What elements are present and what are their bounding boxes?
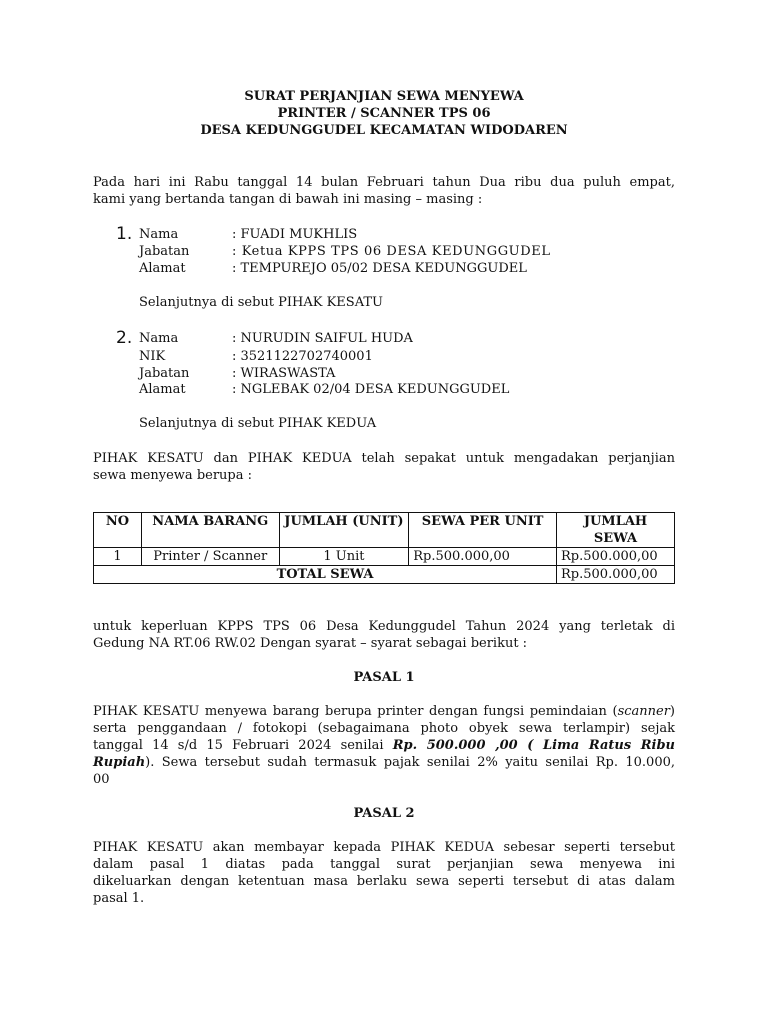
- document-title-line-1: SURAT PERJANJIAN SEWA MENYEWA: [244, 89, 524, 104]
- total-value: Rp.500.000,00: [557, 566, 675, 584]
- header-total-rent-line-1: JUMLAH: [583, 514, 648, 529]
- pasal-1-line-1: [93, 704, 675, 719]
- pasal-1-line-5: 00: [93, 772, 110, 787]
- party-2-nik-value: : 3521122702740001: [232, 349, 373, 364]
- party-2-position-value: : WIRASWASTA: [232, 366, 336, 381]
- cell-no: 1: [94, 548, 142, 566]
- party-2-note: Selanjutnya di sebut PIHAK KEDUA: [139, 416, 377, 431]
- header-quantity: JUMLAH (UNIT): [279, 513, 409, 548]
- pasal-1-line-1-text: PIHAK KESATU menyewa barang berupa printer dengan fungsi pemindaian (: [93, 704, 618, 719]
- header-total-rent: [557, 513, 675, 548]
- party-1-number: 1.: [116, 224, 133, 244]
- cell-item-name: Printer / Scanner: [141, 548, 279, 566]
- purpose-line-2: Gedung NA RT.06 RW.02 Dengan syarat – syarat sebagai berikut :: [93, 636, 528, 651]
- cell-quantity: 1 Unit: [279, 548, 409, 566]
- pasal-1-line-2: serta penggandaan / fotokopi (sebagaimana photo obyek sewa terlampir) sejak: [93, 721, 675, 736]
- header-total-rent-line-2: SEWA: [593, 531, 638, 546]
- pasal-1-line-1-close: ): [669, 704, 675, 719]
- table-header-row: [94, 513, 675, 548]
- purpose-line-1: untuk keperluan KPPS TPS 06 Desa Kedunggudel Tahun 2024 yang terletak di: [93, 619, 675, 634]
- party-2-number: 2.: [116, 328, 133, 348]
- header-price-per-unit: SEWA PER UNIT: [409, 513, 557, 548]
- rental-table: [93, 512, 675, 584]
- header-item-name: NAMA BARANG: [141, 513, 279, 548]
- party-1-name-label: Nama: [139, 227, 179, 242]
- agreement-line-2: sewa menyewa berupa :: [93, 468, 253, 483]
- pasal-2-line-2: dalam pasal 1 diatas pada tanggal surat perjanjian sewa menyewa ini: [93, 857, 675, 872]
- party-1-address-label: Alamat: [139, 261, 186, 276]
- intro-line-1: Pada hari ini Rabu tanggal 14 bulan Februari tahun Dua ribu dua puluh empat,: [93, 175, 675, 190]
- cell-price-per-unit: Rp.500.000,00: [409, 548, 557, 566]
- party-2-position-label: Jabatan: [139, 366, 190, 381]
- pasal-2-line-1: PIHAK KESATU akan membayar kepada PIHAK KEDUA sebesar seperti tersebut: [93, 840, 675, 855]
- party-1-position-label: Jabatan: [139, 244, 190, 259]
- header-no: NO: [94, 513, 142, 548]
- pasal-1-heading: PASAL 1: [353, 670, 415, 685]
- cell-total: Rp.500.000,00: [557, 548, 675, 566]
- pasal-2-heading: PASAL 2: [353, 806, 415, 821]
- party-1-address-value: : TEMPUREJO 05/02 DESA KEDUNGGUDEL: [232, 261, 527, 276]
- table-total-row: [94, 566, 675, 584]
- pasal-1-amount-currency: Rupiah: [93, 755, 146, 770]
- party-1-position-value: : Ketua KPPS TPS 06 DESA KEDUNGGUDEL: [232, 244, 551, 259]
- total-label: TOTAL SEWA: [94, 566, 557, 584]
- pasal-2-line-3: dikeluarkan dengan ketentuan masa berlaku sewa seperti tersebut di atas dalam: [93, 874, 675, 889]
- pasal-1-line-3-text: tanggal 14 s/d 15 Februari 2024 senilai: [93, 738, 393, 753]
- party-2-name-label: Nama: [139, 331, 179, 346]
- party-2-name-value: : NURUDIN SAIFUL HUDA: [232, 331, 413, 346]
- party-2-address-label: Alamat: [139, 382, 186, 397]
- pasal-1-amount: Rp. 500.000 ,00 ( Lima Ratus Ribu: [392, 738, 675, 753]
- pasal-1-line-4-text: ). Sewa tersebut sudah termasuk pajak senilai 2% yaitu senilai Rp. 10.000,: [145, 755, 675, 770]
- party-1-note: Selanjutnya di sebut PIHAK KESATU: [139, 295, 383, 310]
- party-1-name-value: : FUADI MUKHLIS: [232, 227, 358, 242]
- intro-line-2: kami yang bertanda tangan di bawah ini masing – masing :: [93, 192, 483, 207]
- party-2-nik-label: NIK: [139, 349, 166, 364]
- pasal-1-line-4: [93, 755, 675, 770]
- table-row: [94, 548, 675, 566]
- document-title-line-3: DESA KEDUNGGUDEL KECAMATAN WIDODAREN: [200, 123, 568, 138]
- document-title-line-2: PRINTER / SCANNER TPS 06: [277, 106, 491, 121]
- pasal-2-line-4: pasal 1.: [93, 891, 145, 906]
- agreement-line-1: PIHAK KESATU dan PIHAK KEDUA telah sepakat untuk mengadakan perjanjian: [93, 451, 675, 466]
- party-2-address-value: : NGLEBAK 02/04 DESA KEDUNGGUDEL: [232, 382, 510, 397]
- pasal-1-line-3: [93, 738, 675, 753]
- pasal-1-scanner-term: scanner: [617, 704, 670, 719]
